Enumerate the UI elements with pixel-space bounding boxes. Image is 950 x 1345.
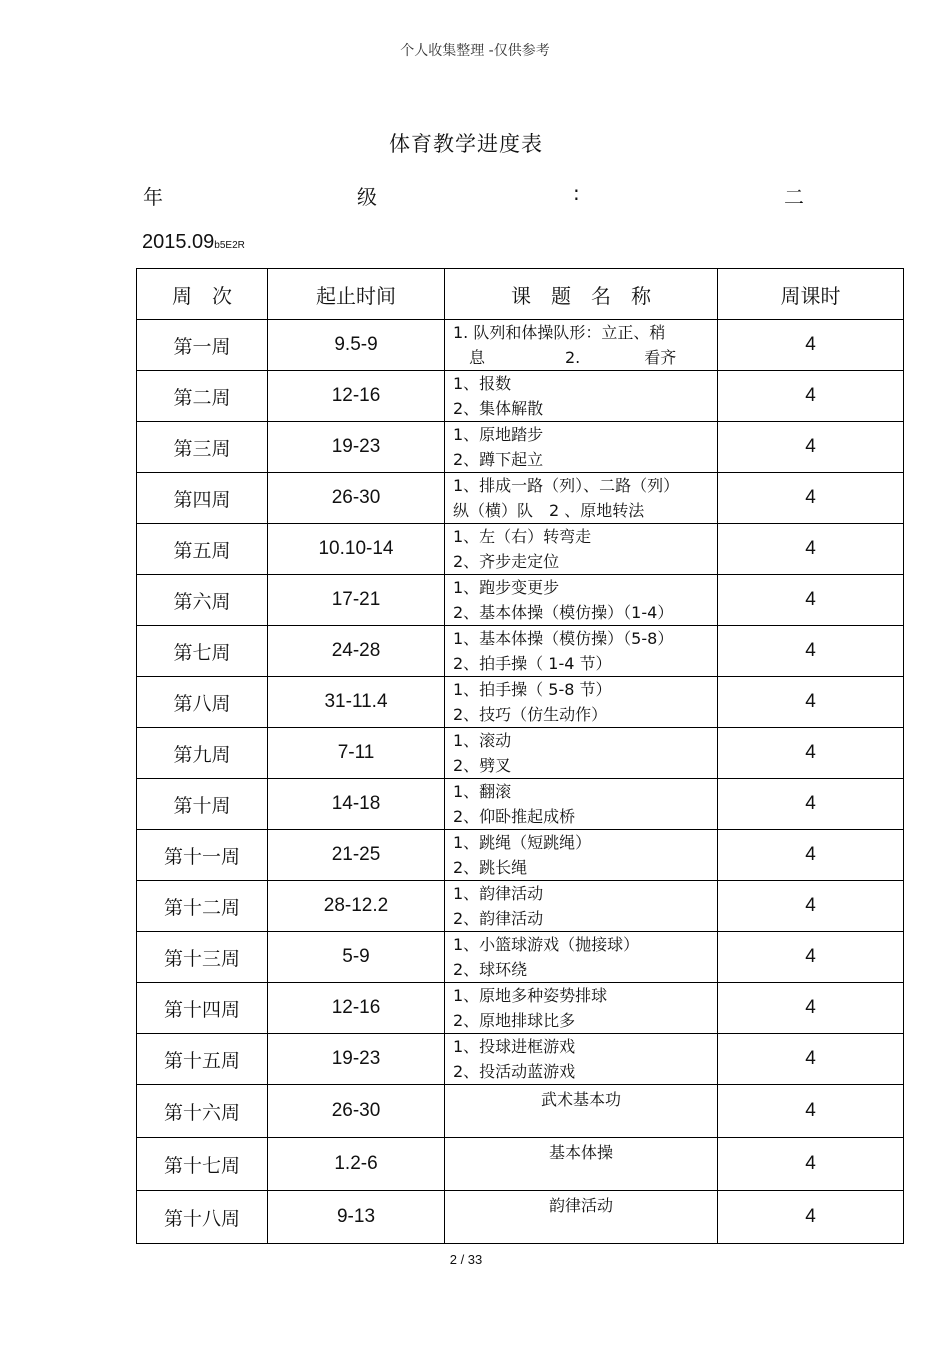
hours-cell: 4 <box>718 1191 904 1244</box>
topic-cell <box>445 881 718 932</box>
table-row <box>137 371 904 422</box>
topic-cell <box>445 1085 718 1138</box>
hours-cell: 4 <box>718 881 904 932</box>
topic-line: 息 2. 看齐 <box>453 348 677 367</box>
topic-line: 2、基本体操（模仿操）（1-4） <box>453 603 674 622</box>
table-row <box>137 473 904 524</box>
week-cell: 第一周 <box>137 320 268 371</box>
topic-line: 2、原地排球比多 <box>453 1011 576 1030</box>
week-cell: 第八周 <box>137 677 268 728</box>
table-row <box>137 728 904 779</box>
topic-line: 1、左（右）转弯走 <box>453 527 592 546</box>
topic-line: 2、劈叉 <box>453 756 512 775</box>
grade-colon: : <box>573 181 580 205</box>
document-title: 体育教学进度表 <box>389 132 543 156</box>
topic-cell <box>445 1034 718 1085</box>
topic-line: 韵律活动 <box>548 1196 613 1215</box>
schedule-table <box>136 268 904 1244</box>
topic-cell <box>445 932 718 983</box>
week-cell: 第十一周 <box>137 830 268 881</box>
dates-cell: 5-9 <box>268 932 445 983</box>
topic-line: 1、排成一路（列）、二路（列） <box>453 476 680 495</box>
topic-cell <box>445 473 718 524</box>
hours-cell: 4 <box>718 983 904 1034</box>
table-row <box>137 626 904 677</box>
header-topic: 课 题 名 称 <box>445 269 718 320</box>
header-dates: 起止时间 <box>268 269 445 320</box>
topic-line: 2、韵律活动 <box>453 909 544 928</box>
week-cell: 第五周 <box>137 524 268 575</box>
dates-cell: 7-11 <box>268 728 445 779</box>
dates-cell: 21-25 <box>268 830 445 881</box>
week-cell: 第三周 <box>137 422 268 473</box>
week-cell: 第十八周 <box>137 1191 268 1244</box>
table-row <box>137 1085 904 1138</box>
table-row <box>137 320 904 371</box>
hours-cell: 4 <box>718 932 904 983</box>
table-row <box>137 677 904 728</box>
week-cell: 第十四周 <box>137 983 268 1034</box>
topic-line: 1、报数 <box>453 374 512 393</box>
week-cell: 第九周 <box>137 728 268 779</box>
hours-cell: 4 <box>718 626 904 677</box>
table-row <box>137 1191 904 1244</box>
table-row <box>137 1034 904 1085</box>
week-cell: 第六周 <box>137 575 268 626</box>
topic-cell <box>445 320 718 371</box>
grade-value: 二 <box>784 185 804 209</box>
week-cell: 第十五周 <box>137 1034 268 1085</box>
topic-line: 1. 队列和体操队形：立正、稍 <box>453 323 666 342</box>
dates-cell: 1.2-6 <box>268 1138 445 1191</box>
table-row <box>137 932 904 983</box>
topic-cell <box>445 524 718 575</box>
dates-cell: 26-30 <box>268 473 445 524</box>
topic-line: 2、跳长绳 <box>453 858 528 877</box>
hours-cell: 4 <box>718 779 904 830</box>
topic-line: 1、拍手操（ 5-8 节） <box>453 680 612 699</box>
topic-cell <box>445 983 718 1034</box>
topic-line: 1、翻滚 <box>453 782 512 801</box>
date-text: 2015.09 <box>142 231 215 253</box>
dates-cell: 9.5-9 <box>268 320 445 371</box>
topic-cell <box>445 575 718 626</box>
week-cell: 第十六周 <box>137 1085 268 1138</box>
week-cell: 第十七周 <box>137 1138 268 1191</box>
topic-line: 2、投活动蓝游戏 <box>453 1062 576 1081</box>
hours-cell: 4 <box>718 728 904 779</box>
table-row <box>137 881 904 932</box>
hours-cell: 4 <box>718 575 904 626</box>
topic-cell <box>445 626 718 677</box>
grade-char-nian: 年 <box>143 185 163 209</box>
topic-cell <box>445 677 718 728</box>
topic-line: 2、技巧（仿生动作） <box>453 705 608 724</box>
topic-line: 1、韵律活动 <box>453 884 544 903</box>
header-hours: 周课时 <box>718 269 904 320</box>
topic-cell <box>445 830 718 881</box>
header-week: 周 次 <box>137 269 268 320</box>
dates-cell: 19-23 <box>268 422 445 473</box>
week-cell: 第四周 <box>137 473 268 524</box>
topic-line: 纵（横）队 2 、原地转法 <box>453 501 645 520</box>
page-header-note: 个人收集整理 -仅供参考 <box>400 43 550 59</box>
topic-line: 2、仰卧推起成桥 <box>453 807 576 826</box>
week-cell: 第十二周 <box>137 881 268 932</box>
hours-cell: 4 <box>718 473 904 524</box>
topic-line: 2、齐步走定位 <box>453 552 560 571</box>
topic-cell <box>445 1191 718 1244</box>
grade-char-ji: 级 <box>357 185 377 209</box>
topic-cell <box>445 422 718 473</box>
hours-cell: 4 <box>718 422 904 473</box>
topic-line: 武术基本功 <box>540 1090 621 1109</box>
schedule-body <box>137 320 904 1244</box>
topic-line: 2、蹲下起立 <box>453 450 544 469</box>
topic-cell <box>445 371 718 422</box>
topic-line: 1、滚动 <box>453 731 512 750</box>
dates-cell: 28-12.2 <box>268 881 445 932</box>
hours-cell: 4 <box>718 830 904 881</box>
topic-cell <box>445 1138 718 1191</box>
topic-line: 1、跳绳（短跳绳） <box>453 833 592 852</box>
topic-line: 2、球环绕 <box>453 960 528 979</box>
hours-cell: 4 <box>718 371 904 422</box>
hours-cell: 4 <box>718 1034 904 1085</box>
table-row <box>137 830 904 881</box>
week-cell: 第十三周 <box>137 932 268 983</box>
dates-cell: 31-11.4 <box>268 677 445 728</box>
topic-cell <box>445 779 718 830</box>
table-row <box>137 983 904 1034</box>
topic-cell <box>445 728 718 779</box>
hours-cell: 4 <box>718 1138 904 1191</box>
table-row <box>137 575 904 626</box>
table-row <box>137 524 904 575</box>
date-code: b5E2R <box>214 240 245 251</box>
hours-cell: 4 <box>718 320 904 371</box>
topic-line: 1、原地踏步 <box>453 425 544 444</box>
dates-cell: 26-30 <box>268 1085 445 1138</box>
date-line <box>142 231 245 254</box>
dates-cell: 14-18 <box>268 779 445 830</box>
hours-cell: 4 <box>718 677 904 728</box>
topic-line: 1、跑步变更步 <box>453 578 560 597</box>
table-header-row <box>137 269 904 320</box>
dates-cell: 9-13 <box>268 1191 445 1244</box>
dates-cell: 12-16 <box>268 371 445 422</box>
dates-cell: 17-21 <box>268 575 445 626</box>
week-cell: 第二周 <box>137 371 268 422</box>
dates-cell: 10.10-14 <box>268 524 445 575</box>
dates-cell: 19-23 <box>268 1034 445 1085</box>
dates-cell: 24-28 <box>268 626 445 677</box>
topic-line: 1、原地多种姿势排球 <box>453 986 608 1005</box>
topic-line: 2、拍手操（ 1-4 节） <box>453 654 612 673</box>
topic-line: 2、集体解散 <box>453 399 544 418</box>
hours-cell: 4 <box>718 524 904 575</box>
topic-line: 1、小篮球游戏（抛接球） <box>453 935 640 954</box>
topic-line: 1、基本体操（模仿操）（5-8） <box>453 629 674 648</box>
week-cell: 第十周 <box>137 779 268 830</box>
table-row <box>137 422 904 473</box>
table-row <box>137 1138 904 1191</box>
hours-cell: 4 <box>718 1085 904 1138</box>
dates-cell: 12-16 <box>268 983 445 1034</box>
topic-line: 1、投球进框游戏 <box>453 1037 576 1056</box>
page-number: 2 / 33 <box>449 1252 483 1267</box>
topic-line: 基本体操 <box>548 1143 613 1162</box>
week-cell: 第七周 <box>137 626 268 677</box>
table-row <box>137 779 904 830</box>
